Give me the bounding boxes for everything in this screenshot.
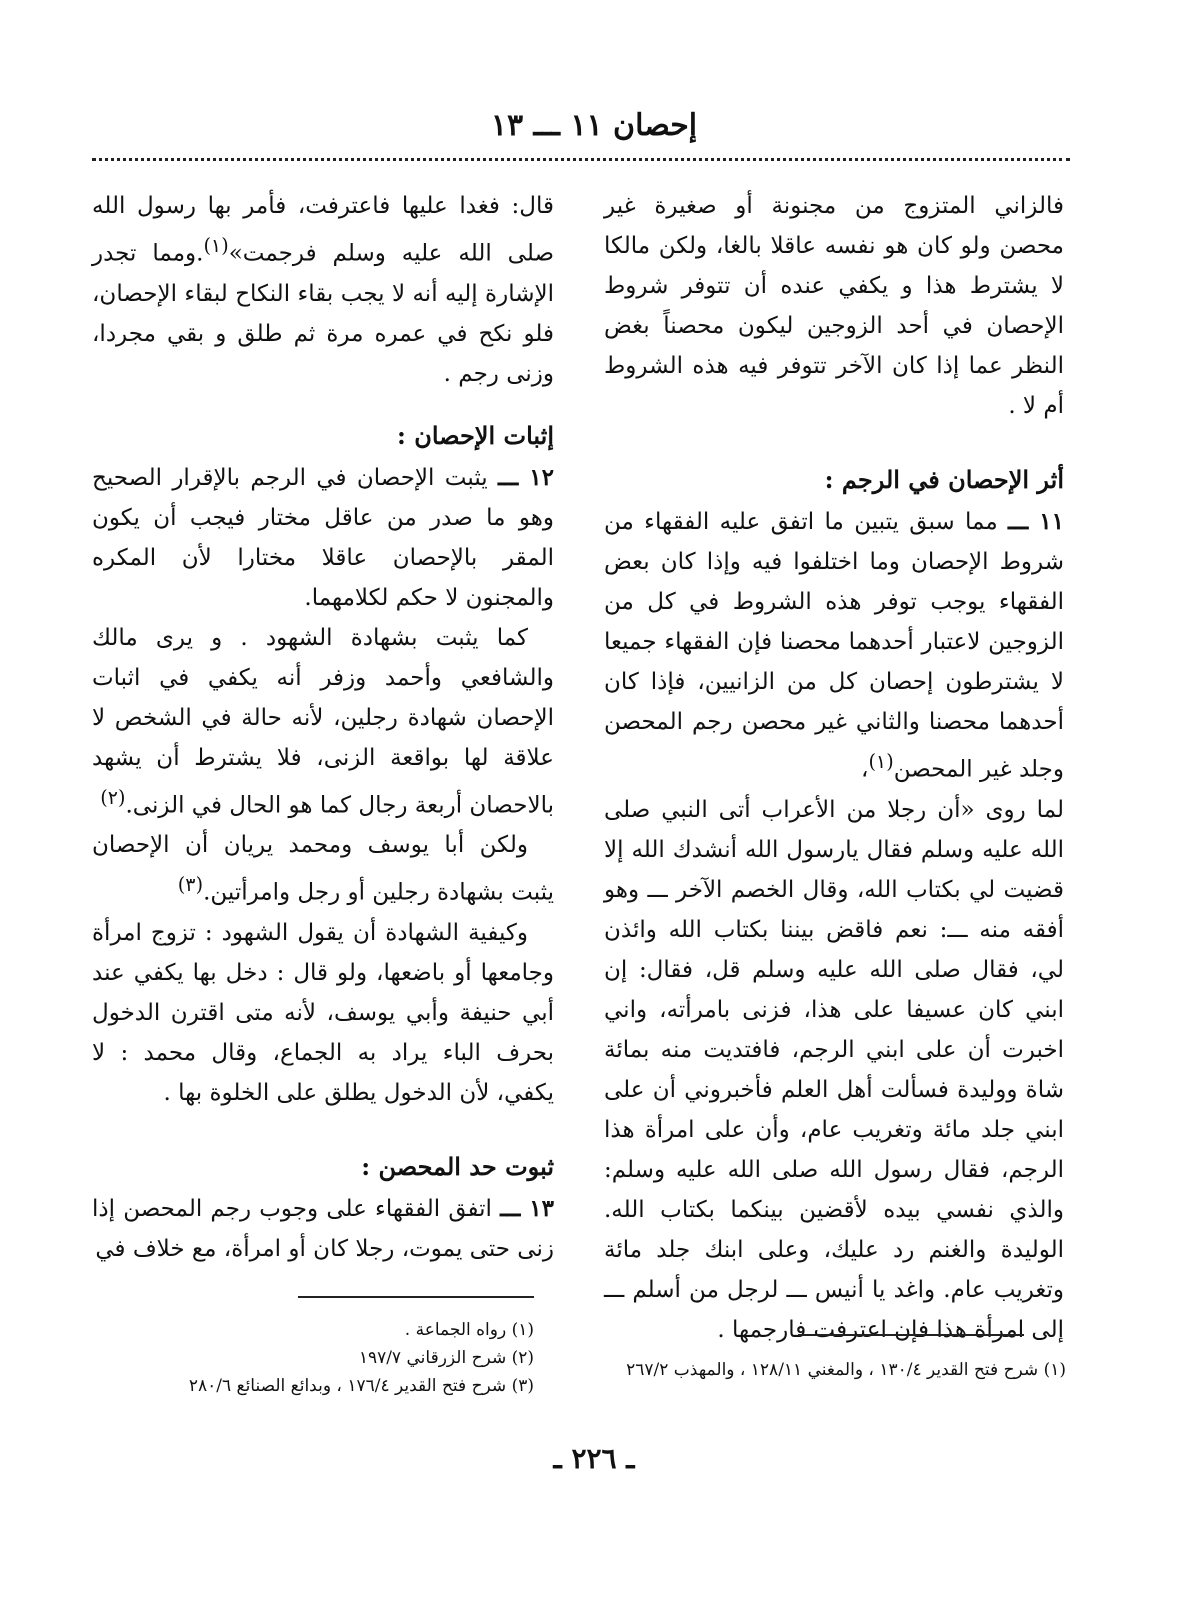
section-number-13: ١٣ ـــ	[500, 1194, 554, 1222]
page-header: إحصان ١١ ـــ ١٣	[490, 108, 698, 143]
left-paragraph-3-text: كما يثبت بشهادة الشهود . و يرى مالك والشافعي وأحمد وزفر أنه يكفي في اثبات الإحصان شهادة رجلين، لأنه حالة في الشخص لا علاقة لها بواقعة الزنى، فلا يشترط أن يشهد بالاحصان أربعة رجال كما هو الحال في الزنى.	[92, 624, 554, 819]
right-paragraph-2	[604, 502, 1064, 790]
footnotes-left	[92, 1316, 534, 1400]
page-number: ـ ٢٢٦ ـ	[553, 1442, 635, 1475]
footnote-ref: (١)	[868, 750, 894, 773]
section-number-11: ١١ ـــ	[1008, 508, 1064, 535]
footnote-rule-right	[798, 1334, 1024, 1336]
left-paragraph-3	[92, 618, 554, 826]
footnote-right-1: (١) شرح فتح القدير ١٣٠/٤ ، والمغني ١٢٨/١١ ، والمهذب ٢٦٧/٢	[626, 1360, 1066, 1380]
right-paragraph-2-end: ،	[861, 756, 869, 783]
heading-established-punishment: ثبوت حد المحصن :	[361, 1151, 554, 1181]
heading-effect-in-stoning: أثر الإحصان في الرجم :	[824, 465, 1064, 494]
left-paragraph-4	[92, 825, 554, 913]
left-paragraph-6-text: اتفق الفقهاء على وجوب رجم المحصن إذا زنى حتى يموت، رجلا كان أو امرأة، مع خلاف في	[92, 1195, 554, 1262]
left-paragraph-2	[92, 458, 554, 618]
left-paragraph-5: وكيفية الشهادة أن يقول الشهود : تزوج امرأة وجامعها أو باضعها، ولو قال : دخل بها يكفي عند أبي حنيفة وأبي يوسف، لأنه متى اقترن الدخول بحرف الباء يراد به الجماع، وقال محمد : لا يكفي، لأن الدخول يطلق على الخلوة بها .	[92, 919, 554, 1106]
section-number-12: ١٢ ـــ	[498, 463, 554, 491]
right-paragraph-2-text: مما سبق يتبين ما اتفق عليه الفقهاء من شروط الإحصان وما اختلفوا فيه وإذا كان بعض الفقهاء يوجب توفر هذه الشروط في كل من الزوجين لاعتبار أحدهما محصنا فإن الفقهاء جميعا لا يشترطون إحصان كل من الزانيين، فإذا كان أحدهما محصنا والثاني غير محصن رجم المحصن وجلد غير المحصن	[604, 509, 1064, 783]
left-column	[92, 186, 554, 1269]
footnote-rule-left	[298, 1296, 534, 1298]
left-paragraph-2-text: يثبت الإحصان في الرجم بالإقرار الصحيح وهو ما صدر من عاقل مختار فيجب أن يكون المقر بالإحصان عاقلا مختارا لأن المكره والمجنون لا حكم لكلامهما.	[92, 464, 554, 611]
left-paragraph-1-text: قال: فغدا عليها فاعترفت، فأمر بها رسول الله صلى الله عليه وسلم فرجمت»	[92, 193, 554, 267]
heading-proof-of-ihsan: إثبات الإحصان :	[396, 420, 554, 450]
footnote-left-3: (٣) شرح فتح القدير ١٧٦/٤ ، وبدائع الصنائع ٢٨٠/٦	[188, 1376, 534, 1396]
left-paragraph-4-text: ولكن أبا يوسف ومحمد يريان أن الإحصان يثبت بشهادة رجلين أو رجل وامرأتين.	[92, 832, 554, 906]
left-paragraph-6	[92, 1189, 554, 1269]
footnote-ref: (٢)	[100, 785, 126, 809]
left-paragraph-1	[92, 186, 554, 394]
footnote-ref: (١)	[203, 234, 229, 257]
footnote-ref: (٣)	[177, 873, 204, 897]
footnote-left-2: (٢) شرح الزرقاني ١٩٧/٧	[358, 1348, 534, 1368]
footnote-left-1: (١) رواه الجماعة .	[404, 1320, 534, 1340]
right-paragraph-1: فالزاني المتزوج من مجنونة أو صغيرة غير محصن ولو كان هو نفسه عاقلا بالغا، ولكن مالكا لا يشترط هذا و يكفي عنده أن تتوفر شروط الإحصان في أحد الزوجين ليكون محصناً بغض النظر عما إذا كان الآخر تتوفر فيه هذه الشروط أم لا .	[604, 193, 1064, 419]
right-paragraph-3: لما روى «أن رجلا من الأعراب أتى النبي صلى الله عليه وسلم فقال يارسول الله أنشدك الله إلا قضيت لي بكتاب الله، وقال الخصم الآخر ـــ وهو أفقه منه ـــ: نعم فاقض بيننا بكتاب الله وائذن لي، فقال صلى الله عليه وسلم قل، فقال: إن ابني كان عسيفا على هذا، فزنى بامرأته، واني اخبرت أن على ابني الرجم، فافتديت منه بمائة شاة ووليدة فسألت أهل العلم فأخبروني أن على ابني جلد مائة وتغريب عام، وأن على امرأة هذا الرجم، فقال رسول الله صلى الله عليه وسلم: والذي نفسي بيده لأقضين بينكما بكتاب الله. الوليدة والغنم رد عليك، وعلى ابنك جلد مائة وتغريب عام. واغد يا أنيس ـــ لرجل من أسلم ـــ إلى امرأة هذا فإن اعترفت فارجمها .	[604, 796, 1064, 1343]
header-dotted-rule	[92, 158, 1070, 161]
footnotes-right	[596, 1356, 1066, 1384]
right-column	[604, 186, 1064, 1350]
left-paragraph-1-rest: .ومما تجدر الإشارة إليه أنه لا يجب بقاء النكاح لبقاء الإحصان، فلو نكح في عمره مرة ثم طلق و بقي مجردا، وزنى رجم .	[92, 240, 554, 387]
